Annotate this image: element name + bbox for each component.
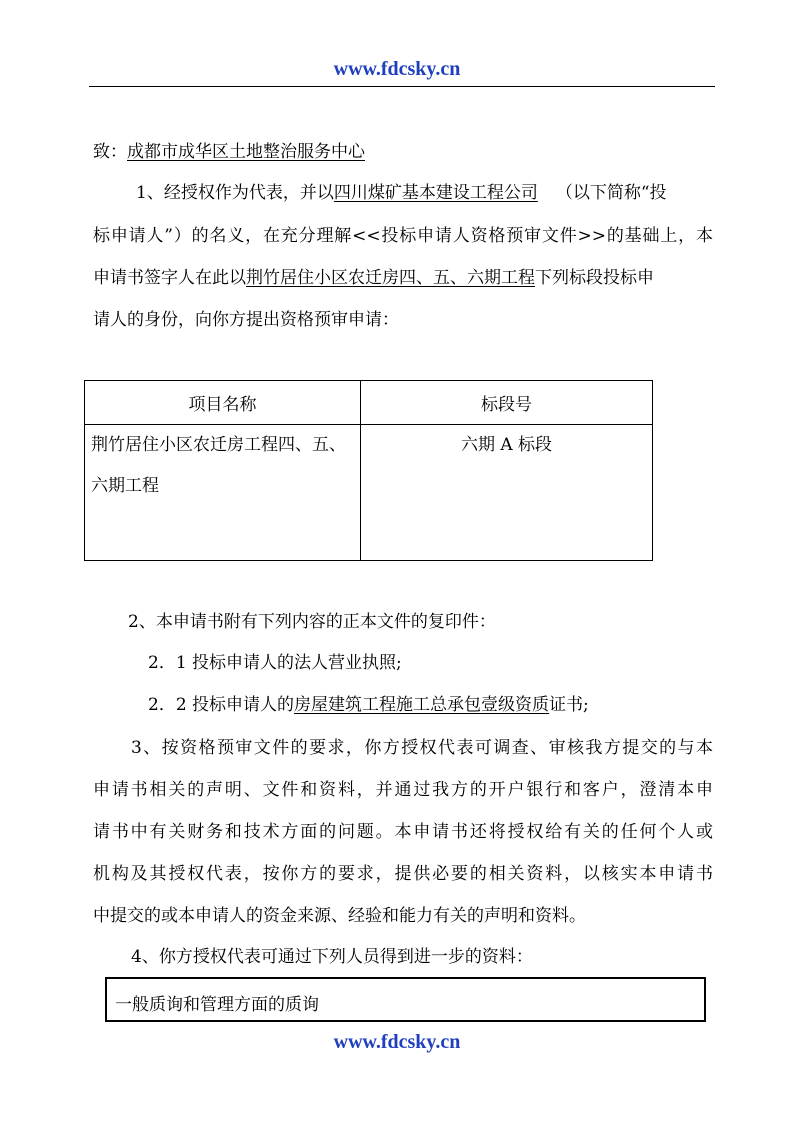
project-cell-line2: 六期工程: [91, 476, 159, 496]
para1-line3-a: 申请书签字人在此以: [93, 268, 246, 288]
para2-item2-a: 2．2 投标申请人的: [148, 695, 295, 715]
para2-item1: 2．1 投标申请人的法人营业执照;: [148, 653, 402, 673]
table-row: [85, 425, 653, 561]
para3-line3: 请书中有关财务和技术方面的问题。本申请书还将授权给有关的任何个人或: [93, 822, 713, 842]
para4-title: 4、你方授权代表可通过下列人员得到进一步的资料：: [131, 947, 533, 967]
table-header-project: 项目名称: [85, 381, 361, 425]
contact-box: [105, 977, 706, 1022]
qualification-name: 房屋建筑工程施工总承包壹级资质: [294, 695, 550, 715]
header-rule: [89, 86, 715, 87]
para1-line3: [93, 268, 654, 288]
para2-item2-b: 证书;: [549, 695, 589, 715]
para3-line4: 机构及其授权代表，按你方的要求，提供必要的相关资料，以核实本申请书: [93, 864, 713, 884]
table-header-segment: 标段号: [361, 381, 653, 425]
table-cell-segment: 六期 A 标段: [361, 425, 653, 561]
project-name: 荆竹居住小区农迁房四、五、六期工程: [246, 268, 535, 288]
para3-line2: 申请书相关的声明、文件和资料，并通过我方的开户银行和客户，澄清本申: [93, 780, 713, 800]
para3-line5: 中提交的或本申请人的资金来源、经验和能力有关的声明和资料。: [93, 906, 586, 926]
para1-line4: 请人的身份，向你方提出资格预审申请：: [93, 310, 399, 330]
recipient-prefix: 致：: [93, 142, 127, 162]
applicant-company: 四川煤矿基本建设工程公司: [333, 183, 538, 203]
para1-line2: 标申请人”）的名义，在充分理解<<投标申请人资格预审文件>>的基础上，本: [93, 226, 713, 246]
para1-line1: [136, 183, 667, 203]
header-url: www.fdcsky.cn: [333, 58, 461, 80]
project-cell-line1: 荆竹居住小区农迁房工程四、五、: [91, 435, 346, 455]
para2-item2: [148, 695, 589, 715]
recipient-line: [93, 142, 365, 162]
table-cell-project: [85, 425, 361, 561]
para1-line3-b: 下列标段投标申: [535, 268, 654, 288]
table-header-row: [85, 381, 653, 425]
contact-box-label: 一般质询和管理方面的质询: [115, 995, 319, 1015]
footer-url: www.fdcsky.cn: [333, 1031, 461, 1053]
project-table: [84, 380, 653, 561]
para1-line1-a: 1、经授权作为代表，并以: [136, 183, 334, 203]
para2-title: 2、本申请书附有下列内容的正本文件的复印件：: [128, 612, 496, 632]
para1-line1-b: （以下简称“投: [555, 183, 667, 203]
recipient-name: 成都市成华区土地整治服务中心: [127, 142, 365, 162]
para3-line1: 3、按资格预审文件的要求，你方授权代表可调查、审核我方提交的与本: [131, 738, 713, 758]
